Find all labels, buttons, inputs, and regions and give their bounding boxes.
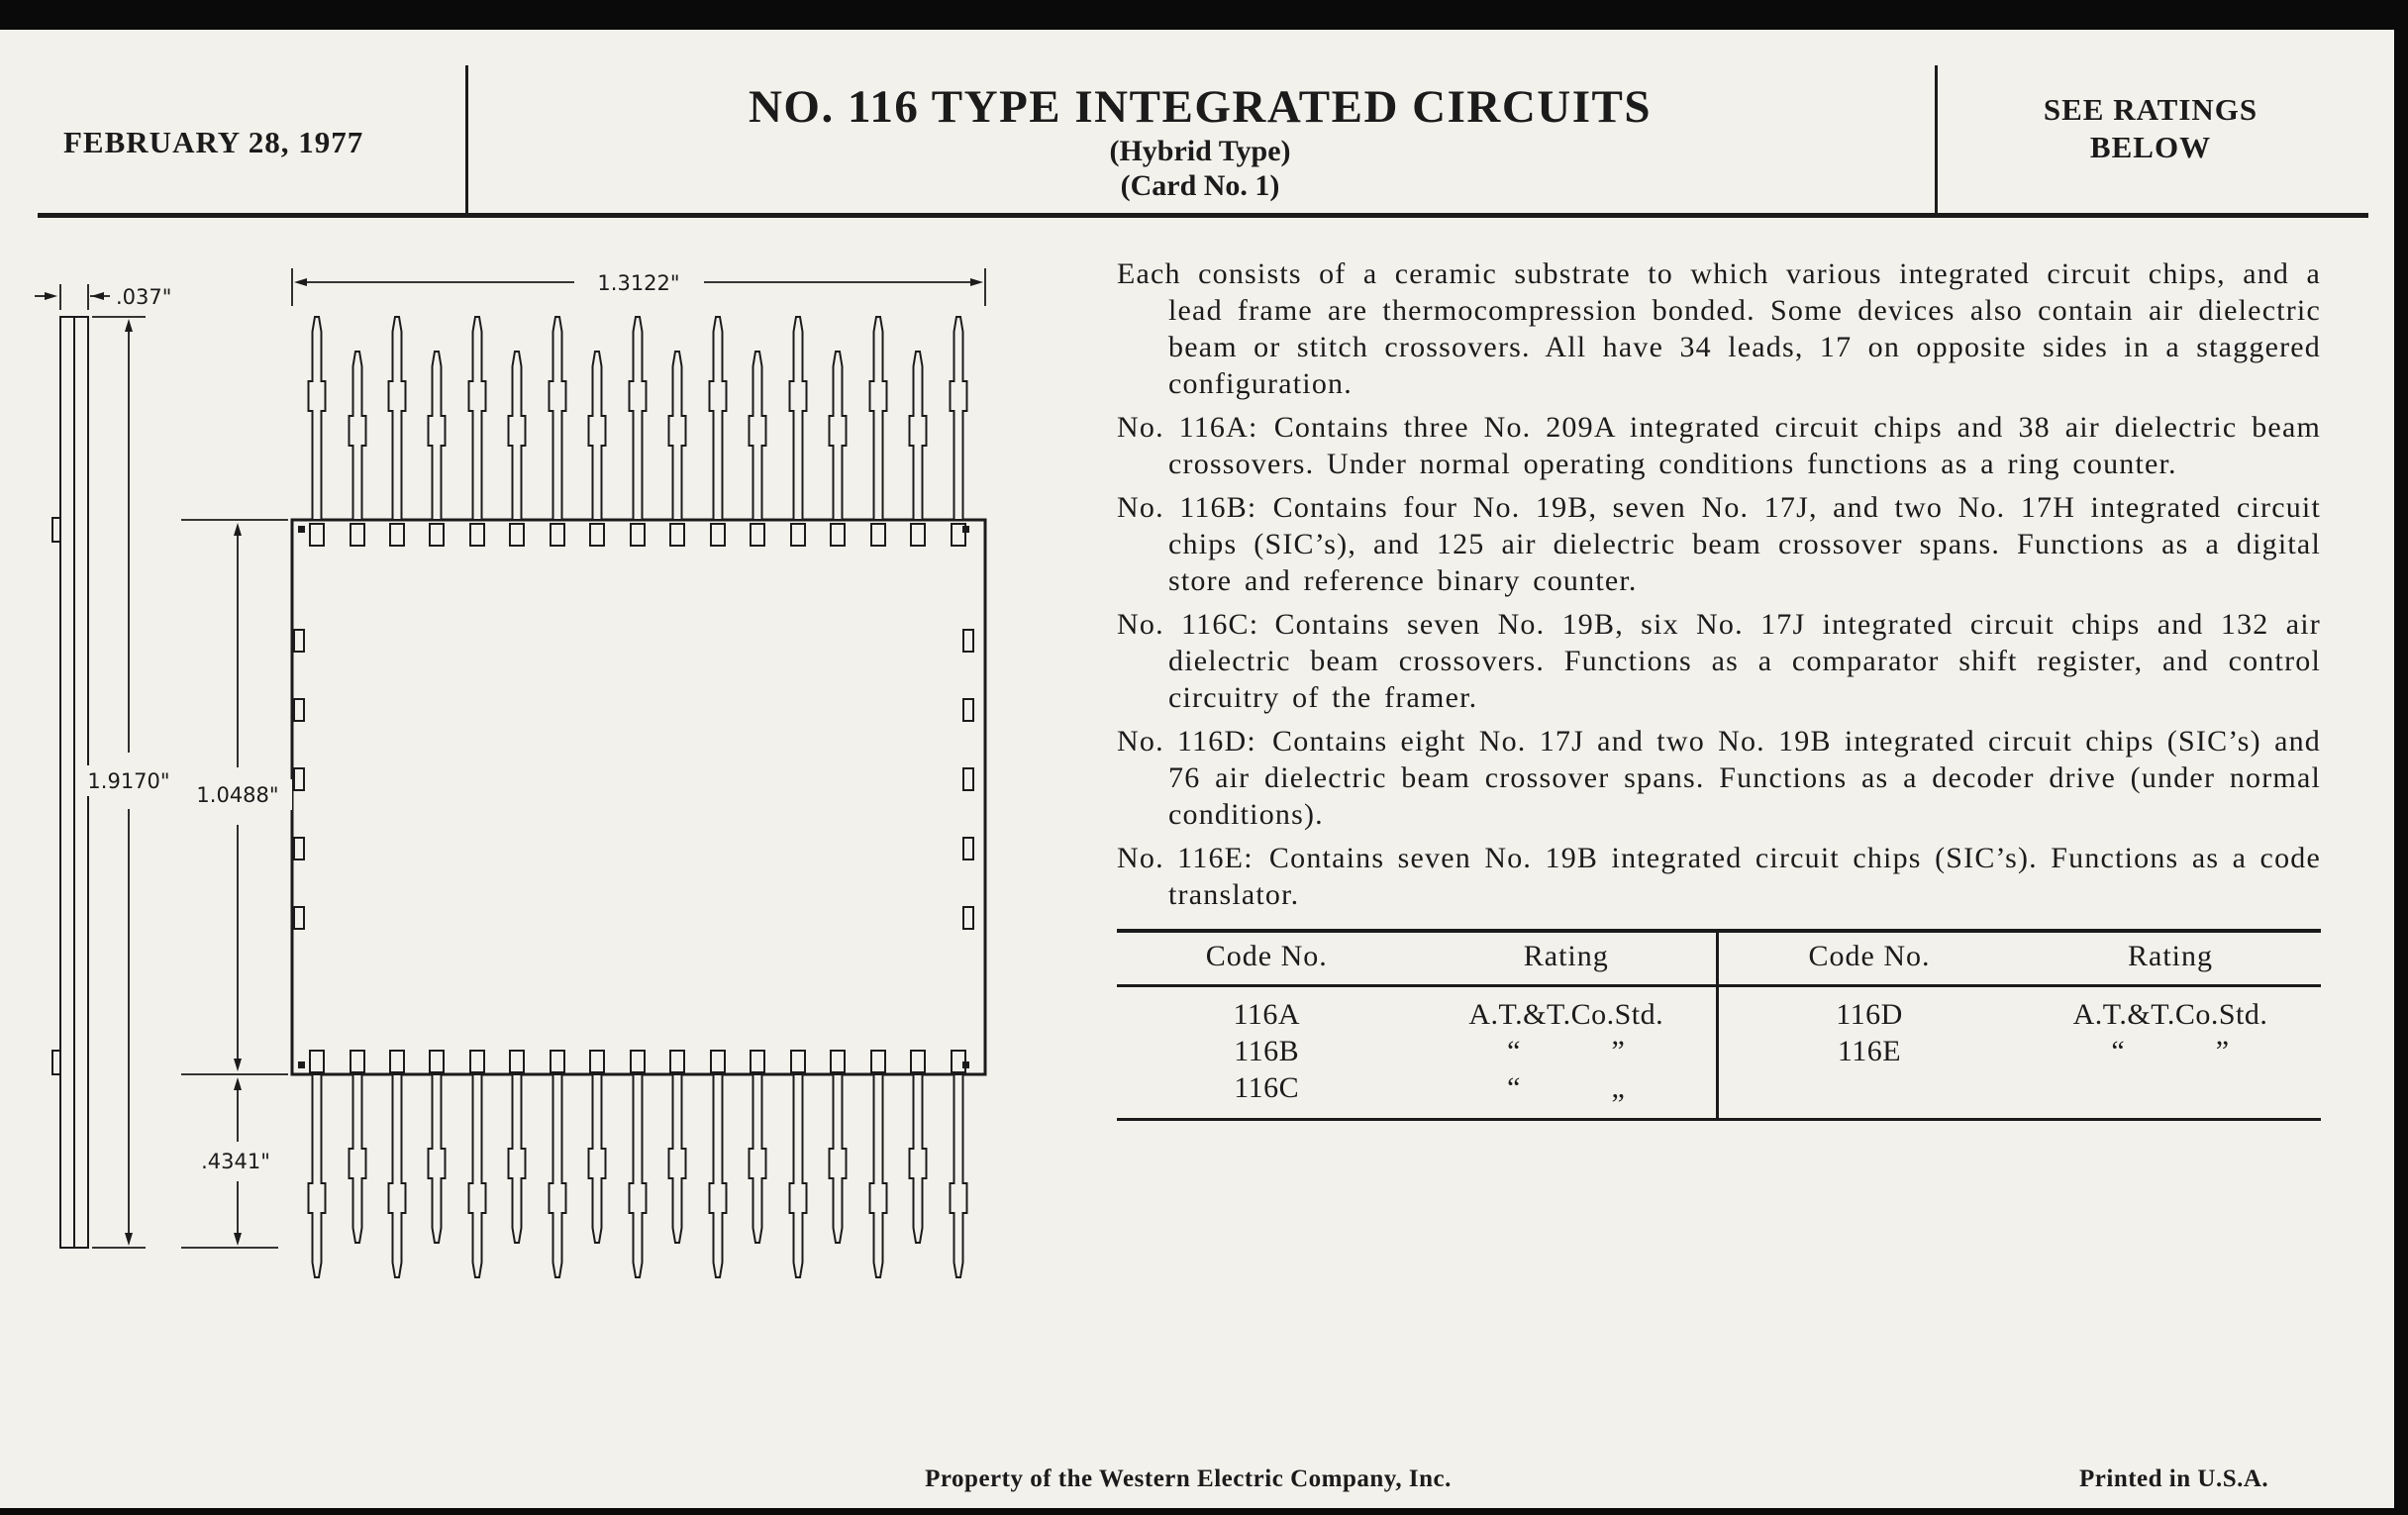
column-header-rating-right: Rating	[2128, 940, 2213, 972]
dim-label-total-height: 1.9170"	[87, 769, 170, 793]
column-header-code-right: Code No.	[1808, 940, 1931, 972]
bond-pads	[294, 524, 973, 1072]
footer-printed-notice: Printed in U.S.A.	[2079, 1465, 2269, 1492]
description-column	[1117, 255, 2321, 1121]
package-body	[292, 520, 985, 1074]
dim-label-body-height: 1.0488"	[196, 783, 279, 807]
code-cell: 116E	[1837, 1035, 1902, 1067]
rating-cell: “ „	[1507, 1071, 1626, 1104]
table-header-row	[1719, 933, 2321, 987]
footer-property-notice: Property of the Western Electric Company, Inc.	[925, 1465, 1452, 1492]
code-cell: 116D	[1836, 998, 1903, 1031]
paragraph-116d: No. 116D: Contains eight No. 17J and two No. 19B integrated circuit chips (SIC’s) and 76 air dielectric beam crossover spans. Functions as a decoder drive (under normal conditions).	[1117, 725, 2321, 831]
ratings-note	[1938, 91, 2363, 166]
table-body-left	[1117, 987, 1716, 1118]
table-body-right	[1719, 987, 2321, 1081]
dim-label-package-width: 1.3122"	[597, 271, 680, 295]
package-drawing	[35, 252, 1035, 1337]
paragraph-116a: No. 116A: Contains three No. 209A integrated circuit chips and 38 air dielectric beam crossovers. Under normal operating conditions functions as a ring counter.	[1117, 411, 2321, 480]
rating-cell: “ ”	[2111, 1035, 2230, 1067]
dim-label-lead-frame-thickness: .037"	[116, 285, 172, 309]
intro-paragraph: Each consists of a ceramic substrate to which various integrated circuit chips, and a lead frame are thermocompression bonded. Some devices also contain air dielectric beam or stitch crossovers. All have 34 leads, 17 on opposite sides in a staggered configuration.	[1117, 257, 2321, 400]
corner-index-dots	[298, 526, 969, 1068]
scan-border-bottom	[0, 1508, 2408, 1515]
code-cell: 116B	[1234, 1035, 1300, 1067]
code-cell: 116A	[1233, 998, 1301, 1031]
ratings-table-right	[1719, 933, 2321, 1118]
rating-cell: A.T.&T.Co.Std.	[1468, 998, 1664, 1031]
rating-cell: “ ”	[1507, 1035, 1626, 1067]
paragraph-116b: No. 116B: Contains four No. 19B, seven No. 17J, and two No. 17H integrated circuit chips (SIC’s), and 125 air dielectric beam crossover spans. Functions as a digital store and reference binary counter.	[1117, 491, 2321, 597]
scan-border-right	[2394, 0, 2408, 1515]
header-title-block	[467, 81, 1933, 202]
dim-label-lead-length: .4341"	[201, 1150, 270, 1173]
paragraph-116e: No. 116E: Contains seven No. 19B integrated circuit chips (SIC’s). Functions as a code translator.	[1117, 842, 2321, 911]
subtitle-card-number: (Card No. 1)	[1120, 169, 1280, 202]
subtitle-hybrid-type: (Hybrid Type)	[1109, 135, 1291, 167]
code-cell: 116C	[1234, 1071, 1300, 1104]
header-rule	[38, 213, 2368, 218]
table-row	[1117, 996, 1716, 1033]
page-title: NO. 116 TYPE INTEGRATED CIRCUITS	[748, 81, 1652, 133]
table-row	[1117, 1069, 1716, 1106]
table-row	[1719, 1033, 2321, 1069]
document-page	[0, 30, 2394, 1508]
ratings-table-left	[1117, 933, 1719, 1118]
bottom-leads	[309, 1074, 967, 1277]
table-row	[1117, 1033, 1716, 1069]
top-leads	[309, 317, 967, 520]
paragraph-116c: No. 116C: Contains seven No. 19B, six No. 17J integrated circuit chips and 132 air dielectric beam crossovers. Functions as a comparator shift register, and control circuitry of the framer.	[1117, 608, 2321, 714]
table-header-row	[1117, 933, 1716, 987]
column-header-rating-left: Rating	[1523, 940, 1609, 972]
table-row	[1719, 996, 2321, 1033]
column-header-code-left: Code No.	[1205, 940, 1328, 972]
rating-cell: A.T.&T.Co.Std.	[2072, 998, 2268, 1031]
scan-border-top	[0, 0, 2408, 30]
ratings-table	[1117, 929, 2321, 1121]
document-date: FEBRUARY 28, 1977	[63, 125, 364, 159]
ratings-note-line2: BELOW	[2089, 130, 2212, 164]
ratings-note-line1: SEE RATINGS	[2043, 92, 2258, 127]
